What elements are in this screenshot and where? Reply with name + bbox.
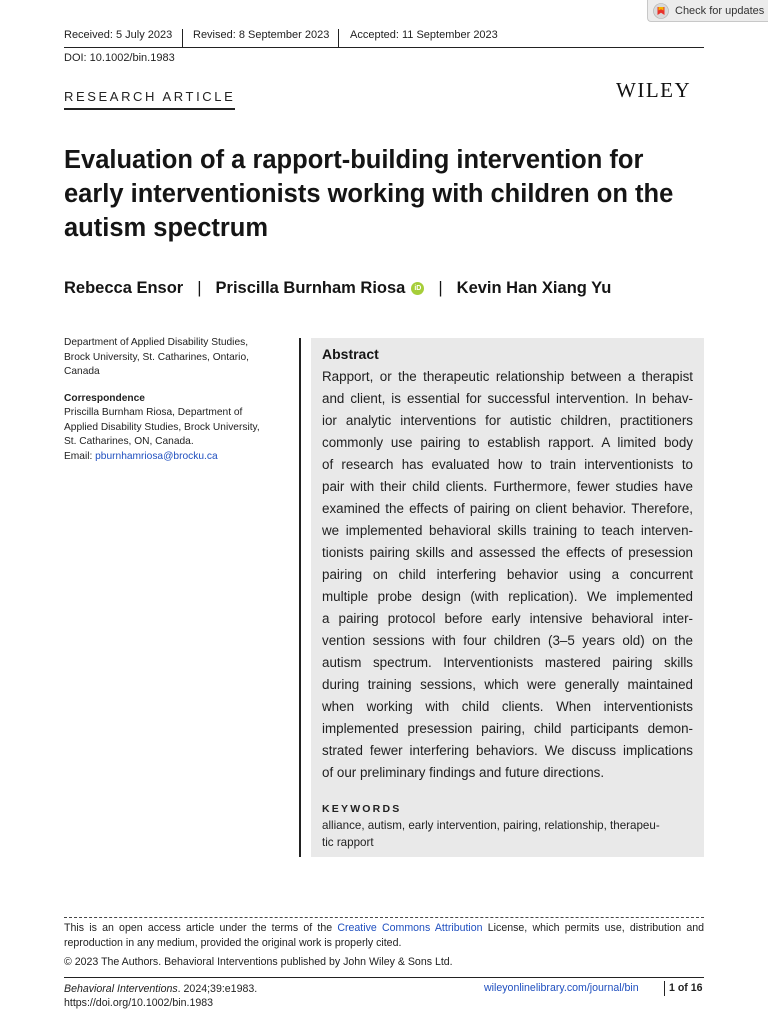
abstract-line: of research has evaluated how to train interventionists to (322, 457, 693, 472)
page-divider (664, 981, 665, 996)
affiliation-line: Department of Applied Disability Studies, (64, 337, 249, 348)
license-line: reproduction in any medium, provided the original work is properly cited. (64, 937, 402, 949)
abstract-line: and client, is essential for successful intervention. In behav- (322, 391, 693, 406)
journal-name: Behavioral Interventions (64, 983, 178, 995)
abstract-line: strated fewer interfering behaviors. We discuss implications (322, 743, 693, 758)
abstract-line: pair with their child clients. Furthermore, fewer studies have (322, 479, 693, 494)
abstract-line: during training sessions, which were generally maintained (322, 677, 693, 692)
revised-date: Revised: 8 September 2023 (193, 29, 330, 41)
abstract-line: we implemented behavioral skills training to teach interven- (322, 523, 693, 538)
email-label: Email: (64, 450, 96, 462)
footer-dashed-rule (64, 917, 704, 918)
license-text: License, which permits use, distribution and (482, 922, 704, 934)
abstract-line: pairing on child interfering behavior using a concurrent (322, 567, 693, 582)
correspondence-email (64, 450, 286, 465)
keywords-heading: KEYWORDS (322, 803, 402, 815)
article-type: RESEARCH ARTICLE (64, 89, 235, 110)
abstract-line: when working with child clients. When interventionists (322, 699, 693, 714)
author-list (64, 279, 611, 298)
author-name[interactable]: Priscilla Burnham Riosa (215, 279, 406, 297)
abstract-line: autism spectrum. Interventionists mastered pairing skills (322, 655, 693, 670)
author-name[interactable]: Kevin Han Xiang Yu (456, 279, 612, 297)
date-divider (338, 29, 339, 47)
abstract-text (322, 366, 693, 784)
journal-citation (64, 982, 257, 1010)
check-for-updates-label: Check for updates (675, 4, 765, 17)
copyright: © 2023 The Authors. Behavioral Interventions published by John Wiley & Sons Ltd. (64, 956, 453, 968)
correspondence-line: St. Catharines, ON, Canada. (64, 436, 194, 447)
keywords-line: tic rapport (322, 835, 374, 849)
author-separator: | (438, 279, 443, 297)
title-line: early interventionists working with children on the (64, 180, 674, 208)
article-title (64, 143, 714, 245)
license-notice (64, 921, 704, 951)
title-line: autism spectrum (64, 214, 269, 242)
affiliation-line: Canada (64, 366, 100, 377)
abstract-line: tionists pairing skills and assessed the effects of presession (322, 545, 693, 560)
check-for-updates-button[interactable] (647, 0, 768, 22)
citation-line (64, 982, 257, 996)
abstract-line: implemented presession pairing, child participants demon- (322, 721, 693, 736)
abstract-line: of our preliminary findings and future directions. (322, 765, 605, 780)
check-for-updates-icon (653, 3, 669, 19)
page-number: 1 of 16 (669, 982, 703, 994)
creative-commons-link[interactable]: Creative Commons Attribution (337, 922, 483, 934)
correspondence-line: Applied Disability Studies, Brock University, (64, 421, 260, 433)
journal-site-link[interactable]: wileyonlinelibrary.com/journal/bin (484, 982, 639, 994)
publisher-logo: WILEY (616, 78, 692, 102)
footer-rule (64, 977, 704, 978)
title-line: Evaluation of a rapport-building intervention for (64, 146, 644, 174)
column-divider (299, 338, 301, 857)
correspondence-line: Priscilla Burnham Riosa, Department of (64, 407, 243, 418)
abstract-line: ior analytic interventions for autistic children, practitioners (322, 413, 693, 428)
abstract-line: Rapport, or the therapeutic relationship between a therapist (322, 369, 693, 384)
orcid-icon[interactable]: iD (411, 282, 424, 295)
abstract-line: commonly use pairing to establish rapport. A limited body (322, 435, 693, 450)
license-line (64, 921, 704, 936)
affiliation-column (64, 336, 286, 464)
journal-volume: . 2024;39:e1983. (177, 983, 258, 995)
submission-dates (64, 29, 704, 47)
date-divider (182, 29, 183, 47)
abstract-line: vention sessions with four children (3–5 years old) on the (322, 633, 693, 648)
affiliation-line: Brock University, St. Catharines, Ontario, (64, 351, 249, 363)
abstract-heading: Abstract (322, 346, 379, 362)
doi: DOI: 10.1002/bin.1983 (64, 52, 175, 64)
abstract-line: examined the effects of pairing on client behavior. Therefore, (322, 501, 693, 516)
license-text: This is an open access article under the terms of the (64, 922, 338, 934)
correspondence-heading: Correspondence (64, 392, 145, 404)
author-separator: | (197, 279, 202, 297)
accepted-date: Accepted: 11 September 2023 (350, 29, 498, 41)
doi-url[interactable]: https://doi.org/10.1002/bin.1983 (64, 997, 214, 1009)
received-date: Received: 5 July 2023 (64, 29, 173, 41)
header-rule (64, 47, 704, 48)
author-name[interactable]: Rebecca Ensor (64, 279, 184, 297)
abstract-line: multiple probe design (with replication). We implemented (322, 589, 693, 604)
keywords-line: alliance, autism, early intervention, pairing, relationship, therapeu- (322, 819, 660, 832)
keywords-text (322, 818, 693, 851)
email-link[interactable]: pburnhamriosa@brocku.ca (95, 450, 218, 462)
abstract-line: a pairing protocol before early intensive behavioral inter- (322, 611, 693, 626)
